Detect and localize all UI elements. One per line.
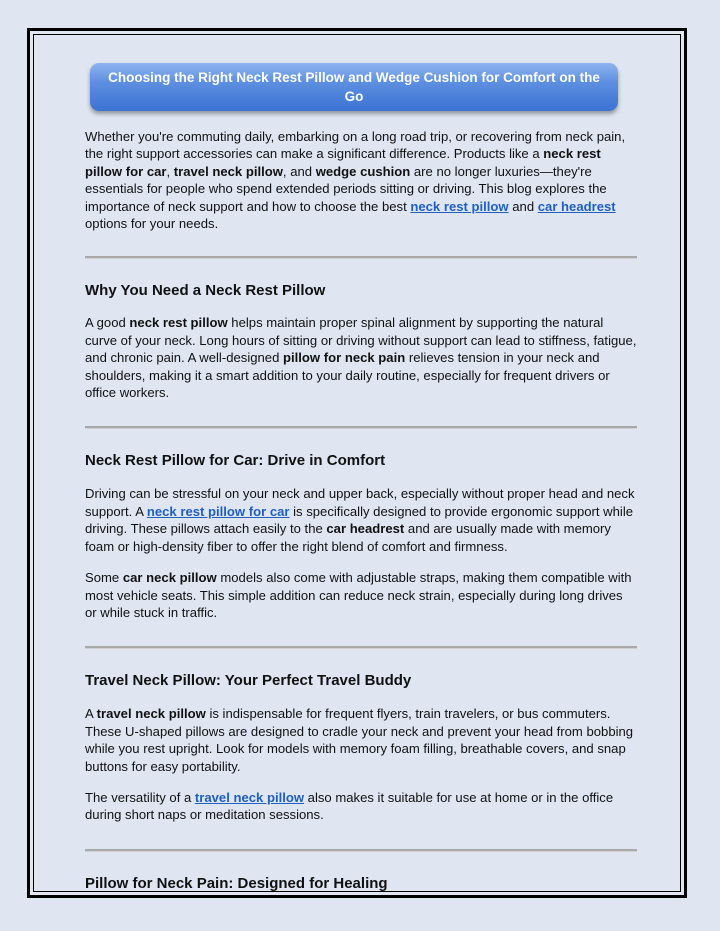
divider bbox=[85, 426, 637, 429]
text: Whether you're commuting daily, embarking on a long road trip, or recovering from neck pain, the right support accessories can make a significant difference. Products like a bbox=[85, 129, 626, 162]
section-paragraph bbox=[85, 485, 637, 555]
page-title-text: Choosing the Right Neck Rest Pillow and Wedge Cushion for Comfort on the Go bbox=[108, 70, 600, 104]
link-neck-rest-pillow[interactable]: neck rest pillow bbox=[410, 198, 509, 214]
bold-term: travel neck pillow bbox=[173, 163, 283, 179]
text: is indispensable for frequent flyers, train travelers, or bus commuters. These U-shaped pillows are designed to cradle your neck and prevent your head from bobbing while you rest upright. Look for models with memory foam filling, breathable covers, and snap buttons for easy portability. bbox=[85, 706, 634, 774]
text: A good bbox=[85, 315, 130, 331]
bold-term: neck rest pillow bbox=[129, 315, 228, 331]
bold-term: wedge cushion bbox=[315, 163, 411, 179]
section-paragraph bbox=[85, 789, 637, 824]
text: , and bbox=[282, 163, 316, 179]
text: , bbox=[166, 163, 174, 179]
text: Some bbox=[85, 570, 123, 586]
page-title bbox=[90, 63, 618, 111]
text: and are usually made with memory foam or high-density fiber to offer the right blend of comfort and firmness. bbox=[85, 521, 611, 554]
divider bbox=[85, 256, 637, 259]
bold-term: pillow for neck pain bbox=[283, 350, 406, 366]
intro-paragraph bbox=[85, 128, 637, 232]
bold-term: neck rest pillow for car bbox=[85, 146, 601, 179]
text: options for your needs. bbox=[85, 216, 219, 232]
section-heading-neck-pain: Pillow for Neck Pain: Designed for Healing bbox=[85, 874, 388, 892]
text: Driving can be stressful on your neck and upper back, especially without proper head and neck support. A bbox=[85, 486, 635, 519]
link-car-headrest[interactable]: car headrest bbox=[537, 198, 616, 214]
divider bbox=[85, 646, 637, 649]
text: is specifically designed to provide ergonomic support while driving. These pillows attach easily to the bbox=[85, 503, 634, 537]
bold-term: travel neck pillow bbox=[96, 706, 206, 722]
divider bbox=[85, 849, 637, 852]
text: relieves tension in your neck and shoulders, making it a smart addition to your daily routine, especially for frequent drivers or office workers. bbox=[85, 350, 610, 401]
text: A bbox=[85, 706, 97, 722]
text: are no longer luxuries—they're essentials for people who spend extended periods sitting or driving. This blog explores the importance of neck support and how to choose the best bbox=[85, 163, 607, 214]
text: models also come with adjustable straps, making them compatible with most vehicle seats. This simple addition can reduce neck strain, especially during long drives or while stuck in traffic. bbox=[85, 570, 632, 620]
bold-term: car headrest bbox=[326, 521, 405, 537]
section-paragraph bbox=[85, 569, 637, 621]
text: The versatility of a bbox=[85, 789, 195, 805]
article-body bbox=[85, 128, 637, 893]
section-heading-why: Why You Need a Neck Rest Pillow bbox=[85, 282, 326, 300]
section-paragraph bbox=[85, 705, 637, 775]
section-heading-travel: Travel Neck Pillow: Your Perfect Travel Buddy bbox=[85, 672, 412, 690]
text: also makes it suitable for use at home or in the office during short naps or meditation sessions. bbox=[85, 789, 614, 823]
section-heading-car: Neck Rest Pillow for Car: Drive in Comfort bbox=[85, 452, 386, 470]
link-travel-neck-pillow[interactable]: travel neck pillow bbox=[194, 789, 305, 805]
section-paragraph bbox=[85, 314, 637, 401]
text: helps maintain proper spinal alignment by supporting the natural curve of your neck. Long hours of sitting or driving without support can lead to stiffness, fatigue, and chronic pain. A well-designed bbox=[85, 315, 637, 366]
text: and bbox=[508, 198, 538, 214]
bold-term: car neck pillow bbox=[122, 570, 217, 586]
link-neck-rest-pillow-for-car[interactable]: neck rest pillow for car bbox=[146, 503, 290, 519]
